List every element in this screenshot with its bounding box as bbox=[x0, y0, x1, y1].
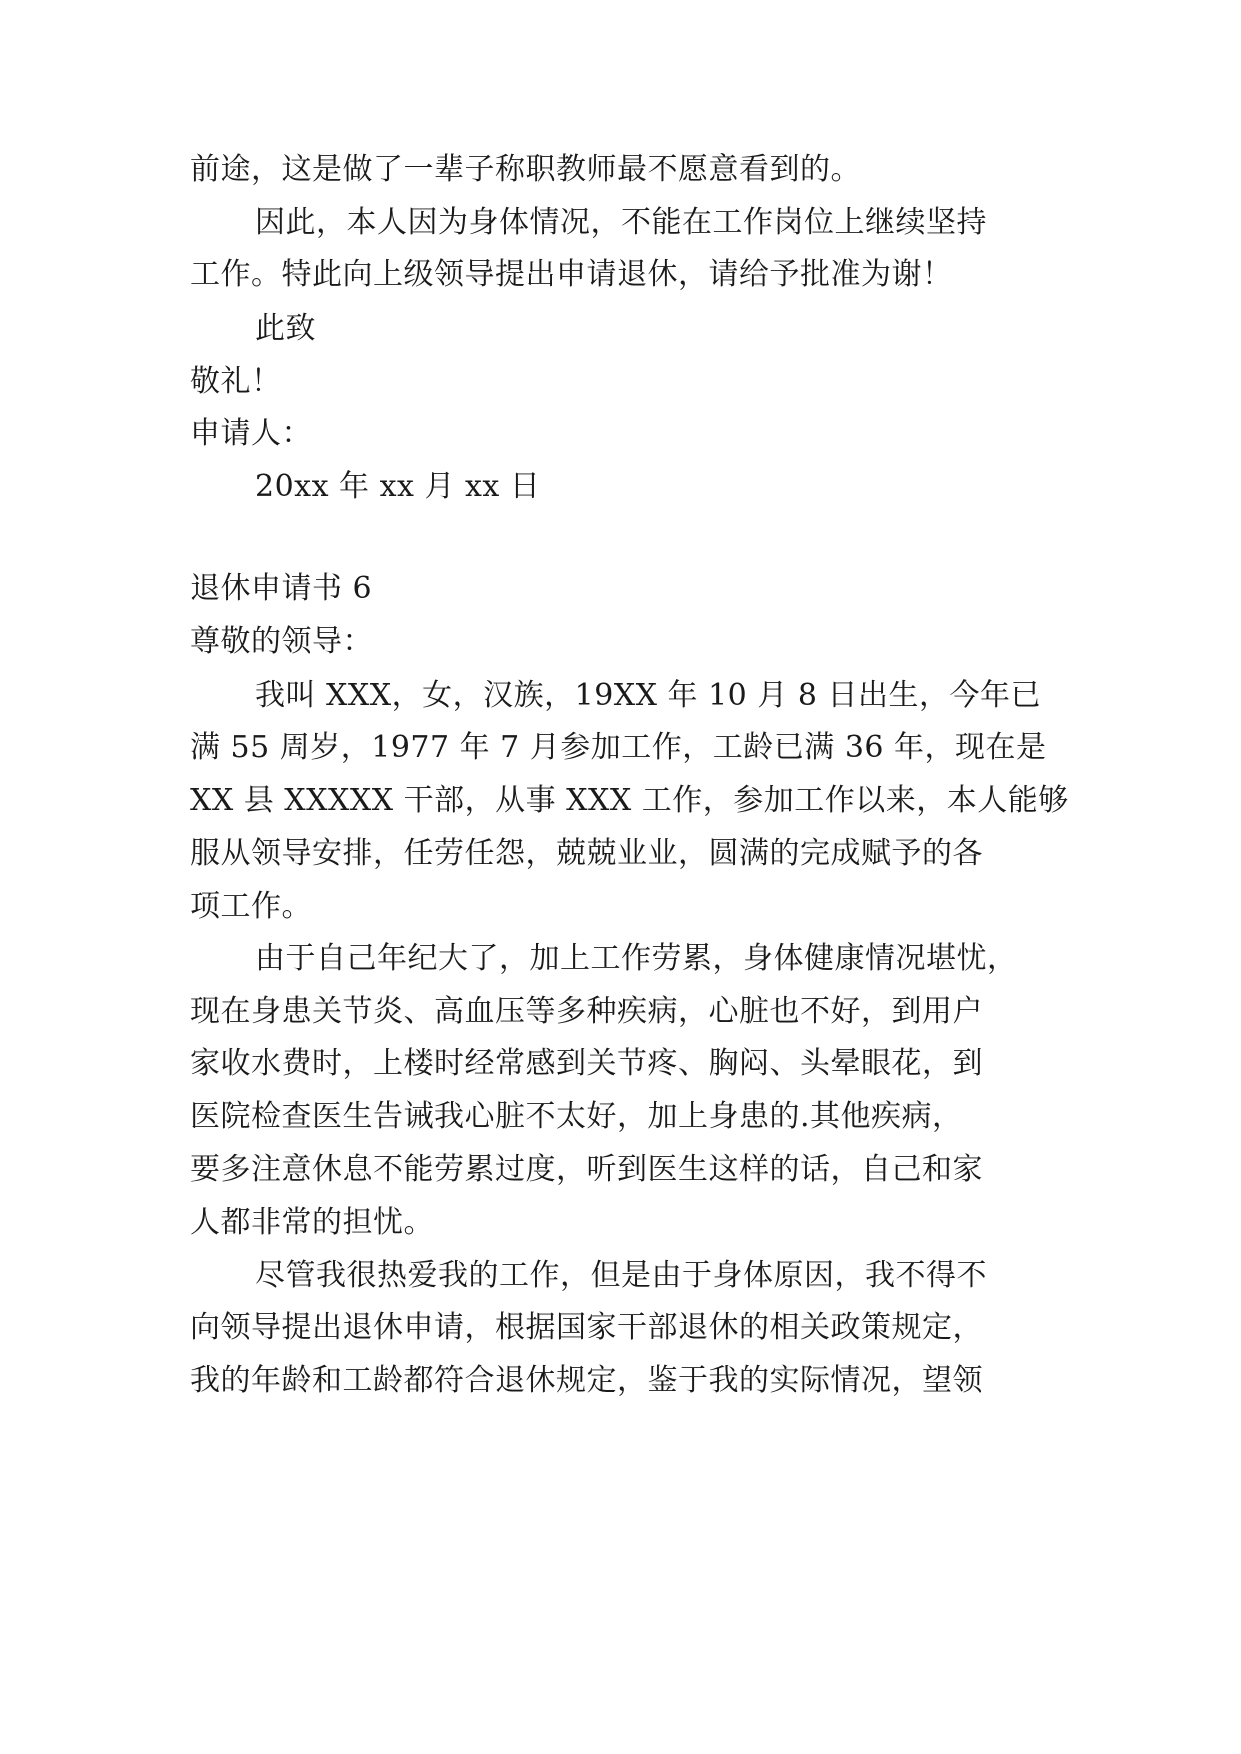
text-line: 要多注意休息不能劳累过度，听到医生这样的话，自己和家 bbox=[190, 1152, 983, 1187]
text-line: 现在身患关节炎、高血压等多种疾病，心脏也不好，到用户 bbox=[190, 994, 983, 1029]
text-line: 向领导提出退休申请，根据国家干部退休的相关政策规定， bbox=[190, 1310, 983, 1345]
date-line: 20xx 年 xx 月 xx 日 bbox=[255, 469, 541, 504]
text-line: 家收水费时，上楼时经常感到关节疼、胸闷、头晕眼花，到 bbox=[190, 1046, 983, 1081]
text-line: 人都非常的担忧。 bbox=[190, 1205, 434, 1240]
text-line: 因此，本人因为身体情况，不能在工作岗位上继续坚持 bbox=[255, 205, 987, 240]
text-line: 满 55 周岁，1977 年 7 月参加工作，工龄已满 36 年，现在是 bbox=[190, 730, 1047, 765]
closing-salutation: 此致 bbox=[255, 311, 316, 346]
text-line: 医院检查医生告诫我心脏不太好，加上身患的.其他疾病， bbox=[190, 1099, 963, 1134]
greeting: 尊敬的领导： bbox=[190, 624, 373, 659]
text-line: 工作。特此向上级领导提出申请退休，请给予批准为谢！ bbox=[190, 257, 953, 292]
text-line: 我叫 XXX，女，汉族，19XX 年 10 月 8 日出生，今年已 bbox=[255, 678, 1041, 713]
section-title: 退休申请书 6 bbox=[190, 571, 373, 606]
text-line: 服从领导安排，任劳任怨，兢兢业业，圆满的完成赋予的各 bbox=[190, 836, 983, 871]
text-line: 尽管我很热爱我的工作，但是由于身体原因，我不得不 bbox=[255, 1258, 987, 1293]
text-line: 前途，这是做了一辈子称职教师最不愿意看到的。 bbox=[190, 152, 861, 187]
applicant-label: 申请人： bbox=[190, 416, 312, 451]
closing-regards: 敬礼！ bbox=[190, 364, 282, 399]
text-line: 由于自己年纪大了，加上工作劳累，身体健康情况堪忧， bbox=[255, 941, 1018, 976]
text-line: XX 县 XXXXX 干部，从事 XXX 工作，参加工作以来，本人能够 bbox=[190, 783, 1069, 818]
text-line: 我的年龄和工龄都符合退休规定，鉴于我的实际情况，望领 bbox=[190, 1363, 983, 1398]
text-line: 项工作。 bbox=[190, 889, 312, 924]
